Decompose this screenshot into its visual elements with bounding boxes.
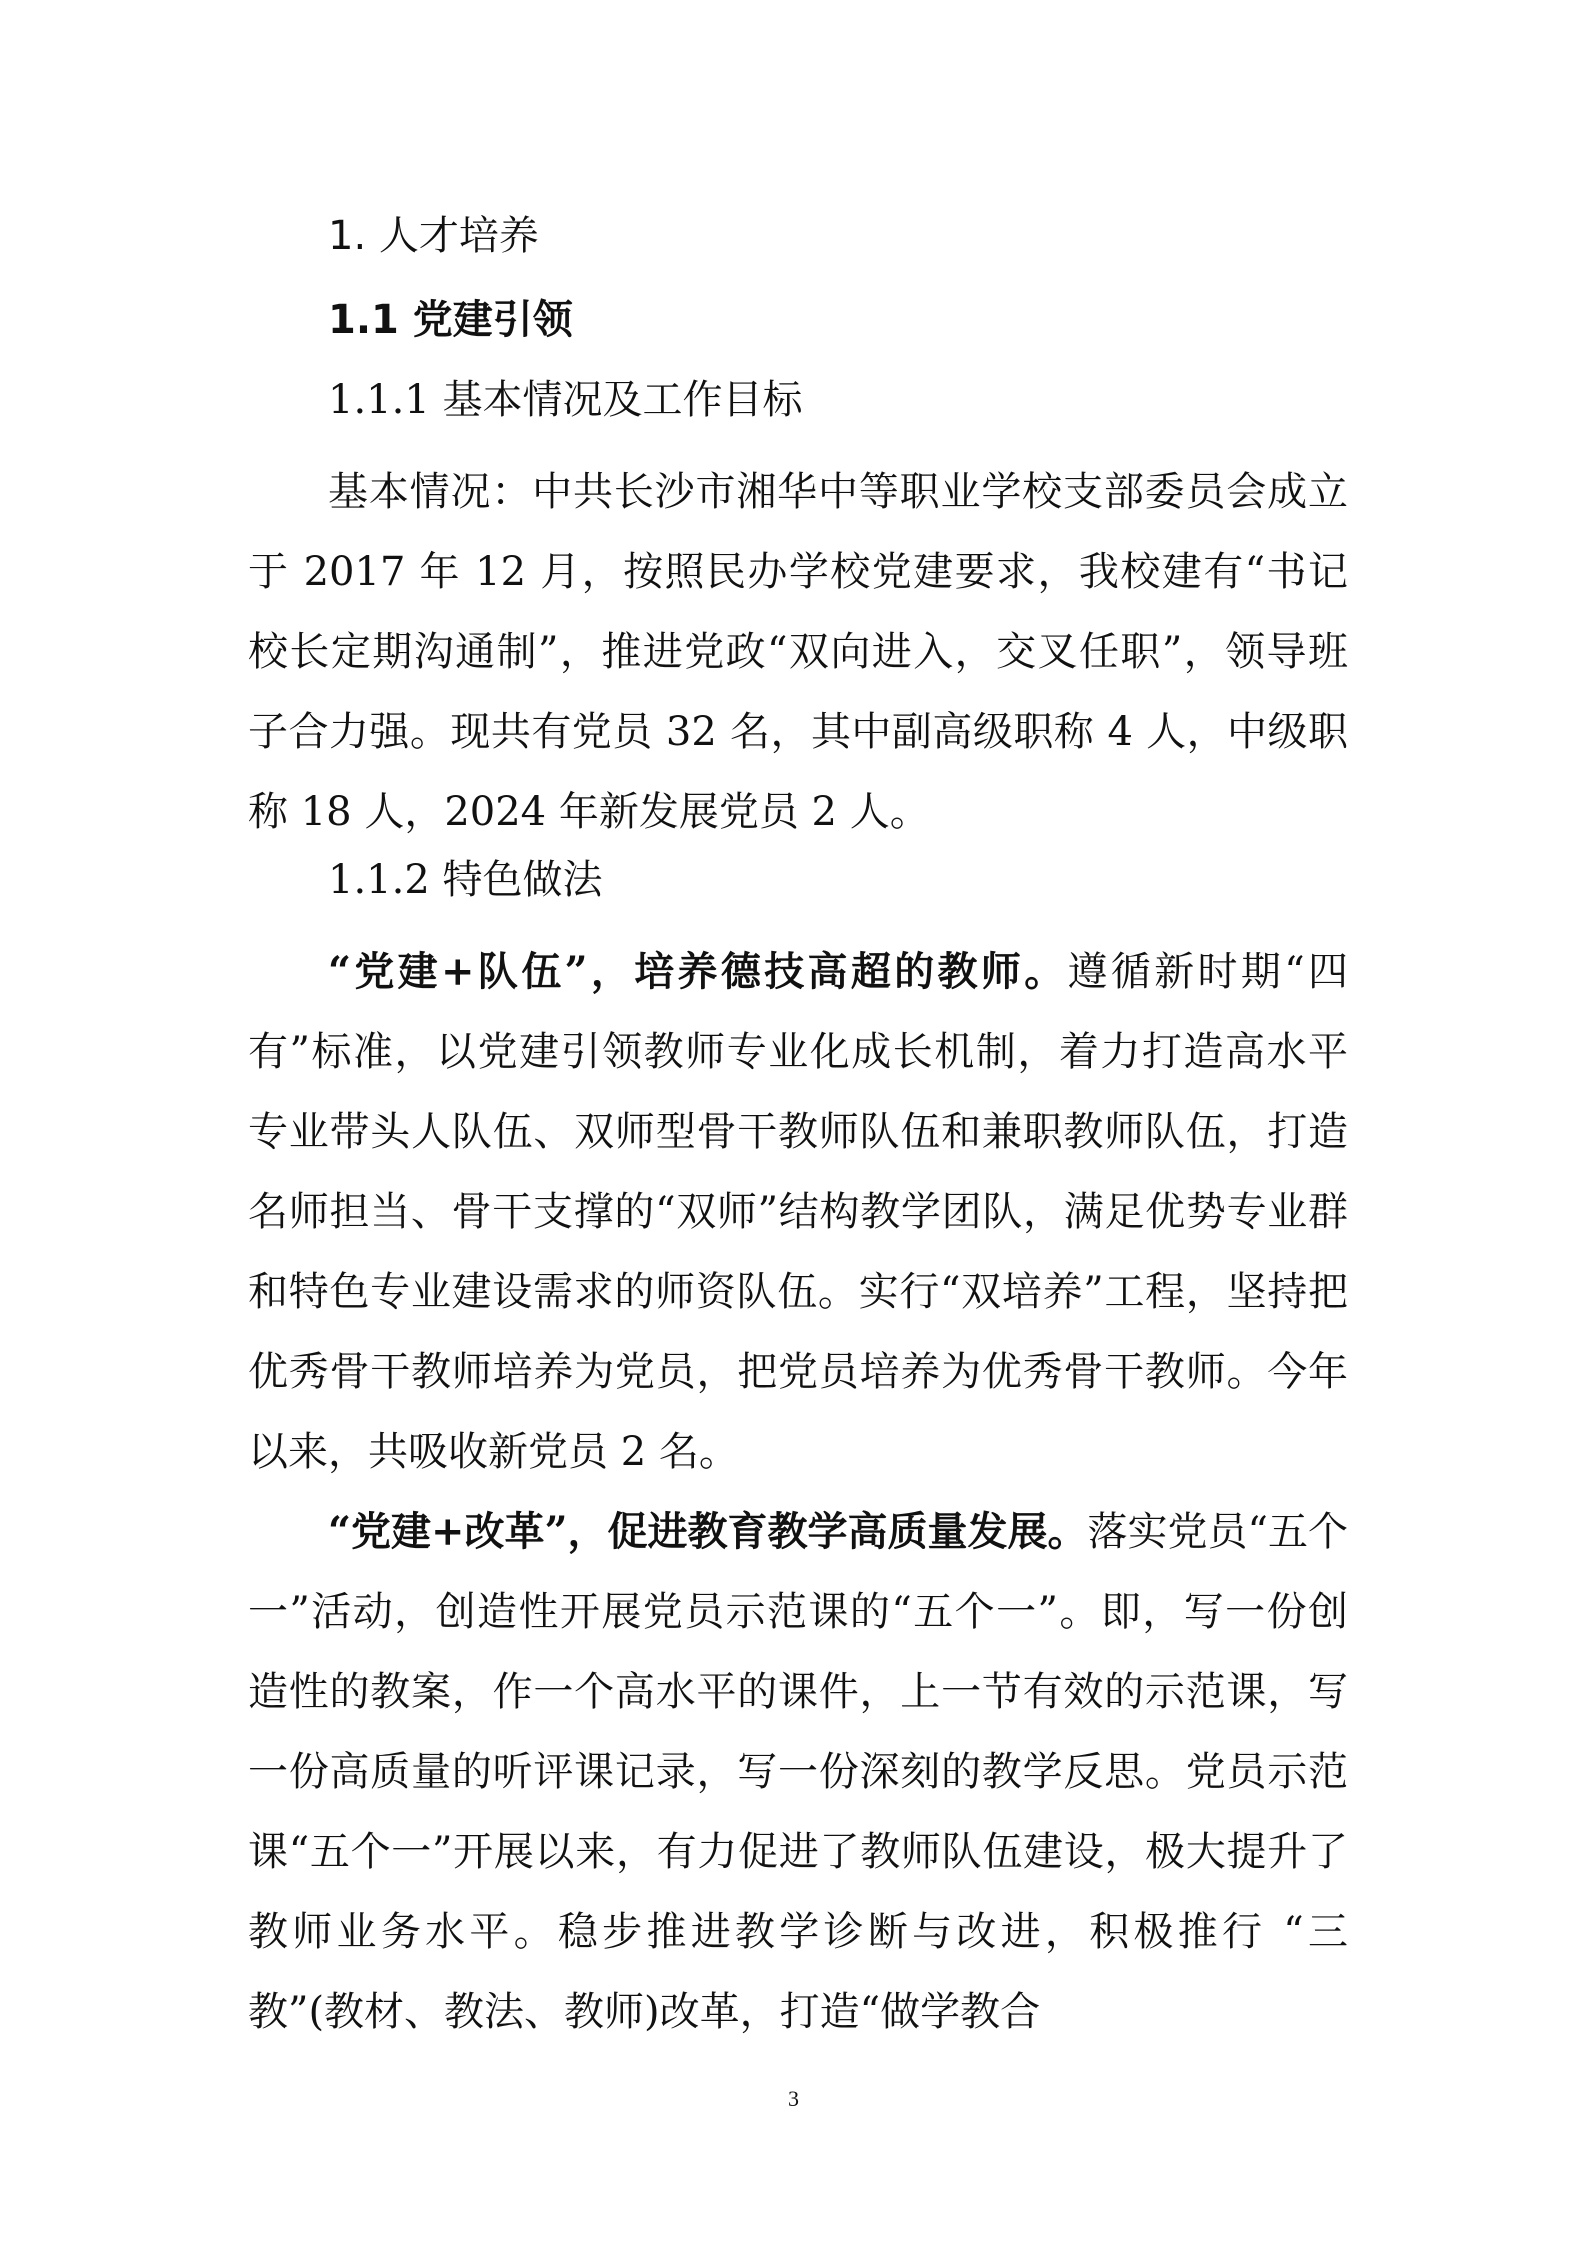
paragraph-lead-reform: “党建+改革”，促进教育教学高质量发展。 bbox=[328, 1508, 1088, 1555]
page-number: 3 bbox=[788, 2086, 799, 2111]
paragraph-body-team: 遵循新时期“四有”标准，以党建引领教师专业化成长机制，着力打造高水平专业带头人队伍、双师型骨干教师队伍和兼职教师队伍，打造名师担当、骨干支撑的“双师”结构教学团队，满足优势专业群和特色专业建设需求的师资队伍。实行“双培养”工程，坚持把优秀骨干教师培养为党员，把党员培养为优秀骨干教师。今年以来，共吸收新党员 2 名。 bbox=[248, 949, 1348, 1475]
paragraph-basic-situation: 基本情况：中共长沙市湘华中等职业学校支部委员会成立于 2017 年 12 月，按照民办学校党建要求，我校建有“书记校长定期沟通制”，推进党政“双向进入，交叉任职”，领导班子合力强。现共有党员 32 名，其中副高级职称 4 人，中级职称 18 人，2024 年新发展党员 2 人。 bbox=[248, 469, 1348, 835]
subsection-heading-featured-practices: 1.1.2 特色做法 bbox=[328, 857, 603, 903]
section-heading-talent-cultivation: 1. 人才培养 bbox=[328, 213, 539, 259]
paragraph-party-building-team bbox=[248, 932, 1348, 1492]
section-heading-party-building: 1.1 党建引领 bbox=[328, 297, 573, 343]
subsection-heading-basic-situation: 1.1.1 基本情况及工作目标 bbox=[328, 377, 803, 423]
paragraph-body-reform: 落实党员“五个一”活动，创造性开展党员示范课的“五个一”。即，写一份创造性的教案，作一个高水平的课件，上一节有效的示范课，写一份高质量的听评课记录，写一份深刻的教学反思。党员示范课“五个一”开展以来，有力促进了教师队伍建设，极大提升了教师业务水平。稳步推进教学诊断与改进，积极推行 “三教”(教材、教法、教师)改革，打造“做学教合 bbox=[248, 1509, 1348, 2035]
paragraph-party-building-reform bbox=[248, 1492, 1348, 2052]
paragraph-lead-team: “党建+队伍”，培养德技高超的教师。 bbox=[328, 948, 1068, 995]
